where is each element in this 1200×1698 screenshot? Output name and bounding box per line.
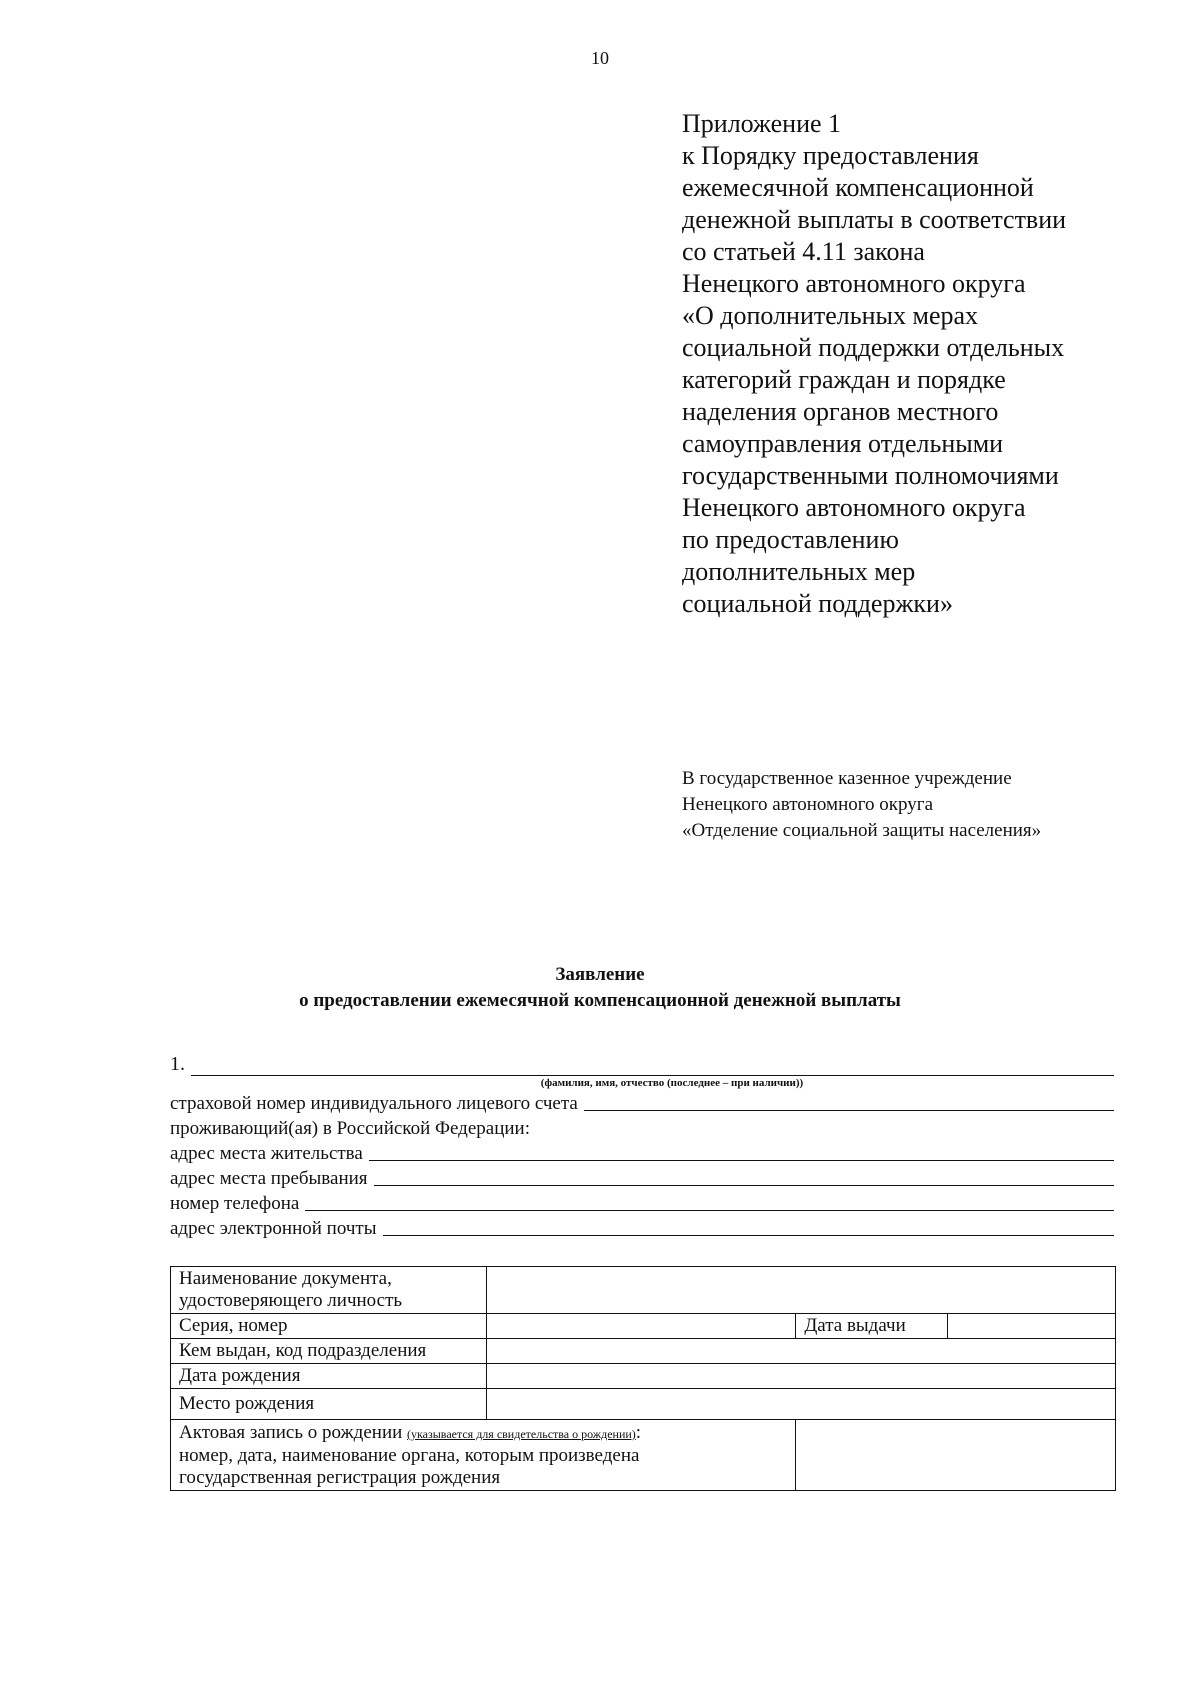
birth-record-colon: :	[635, 1422, 642, 1443]
appendix-line: категорий граждан и порядке	[682, 365, 1006, 394]
full-name-field[interactable]	[191, 1047, 1114, 1076]
addressee-line: Ненецкого автономного округа	[682, 794, 934, 815]
addressee-line: В государственное казенное учреждение	[682, 768, 1012, 789]
residence-row	[170, 1140, 1114, 1165]
email-field[interactable]	[383, 1215, 1115, 1236]
appendix-line: Приложение 1	[682, 109, 842, 138]
residing-label: проживающий(ая) в Российской Федерации:	[170, 1118, 530, 1139]
applicant-form	[170, 1046, 1114, 1240]
email-label: адрес электронной почты	[170, 1218, 377, 1239]
series-label-cell: Серия, номер	[171, 1314, 487, 1339]
birth-record-value-cell[interactable]	[796, 1420, 1116, 1491]
appendix-line: ежемесячной компенсационной	[682, 173, 1034, 202]
statement-title-block	[0, 962, 1200, 1014]
full-name-hint: (фамилия, имя, отчество (последнее – при наличии))	[540, 1077, 804, 1089]
appendix-block	[682, 108, 1182, 620]
snils-label: страховой номер индивидуального лицевого счета	[170, 1093, 578, 1114]
appendix-line: Ненецкого автономного округа	[682, 269, 1026, 298]
issue-date-value-cell[interactable]	[948, 1314, 1116, 1339]
appendix-line: дополнительных мер	[682, 557, 916, 586]
appendix-line: социальной поддержки»	[682, 589, 953, 618]
table-row	[171, 1389, 1116, 1420]
stay-label: адрес места пребывания	[170, 1168, 368, 1189]
appendix-line: к Порядку предоставления	[682, 141, 979, 170]
birth-record-desc-line: государственная регистрация рождения	[179, 1467, 501, 1488]
birth-record-label: Актовая запись о рождении	[179, 1422, 403, 1443]
appendix-line: «О дополнительных мерах	[682, 301, 979, 330]
residence-field[interactable]	[369, 1140, 1114, 1161]
residing-row	[170, 1115, 1114, 1140]
issued-by-value-cell[interactable]	[486, 1339, 1115, 1364]
birth-place-label-cell: Место рождения	[171, 1389, 487, 1420]
phone-row	[170, 1190, 1114, 1215]
identity-document-table	[170, 1266, 1116, 1491]
table-row	[171, 1420, 1116, 1491]
full-name-row	[170, 1046, 1114, 1076]
birth-date-label-cell: Дата рождения	[171, 1364, 487, 1389]
addressee-block	[682, 766, 1182, 844]
doc-name-value-cell[interactable]	[486, 1267, 1115, 1314]
stay-field[interactable]	[374, 1165, 1114, 1186]
page-number: 10	[591, 48, 609, 68]
appendix-line: по предоставлению	[682, 525, 899, 554]
appendix-line: социальной поддержки отдельных	[682, 333, 1065, 362]
birth-place-value-cell[interactable]	[486, 1389, 1115, 1420]
birth-date-value-cell[interactable]	[486, 1364, 1115, 1389]
phone-field[interactable]	[305, 1190, 1114, 1211]
table-row	[171, 1314, 1116, 1339]
table-row	[171, 1339, 1116, 1364]
birth-record-label-cell	[171, 1420, 796, 1491]
statement-subtitle: о предоставлении ежемесячной компенсационной денежной выплаты	[299, 990, 901, 1011]
series-value-cell[interactable]	[486, 1314, 796, 1339]
appendix-line: денежной выплаты в соответствии	[682, 205, 1067, 234]
statement-title: Заявление	[555, 964, 645, 985]
table-row	[171, 1364, 1116, 1389]
appendix-line: наделения органов местного	[682, 397, 999, 426]
stay-row	[170, 1165, 1114, 1190]
birth-record-label-line	[179, 1422, 787, 1445]
appendix-line: самоуправления отдельными	[682, 429, 1004, 458]
issued-by-label-cell: Кем выдан, код подразделения	[171, 1339, 487, 1364]
birth-record-hint: (указывается для свидетельства о рождении)	[407, 1427, 636, 1441]
addressee-line: «Отделение социальной защиты населения»	[682, 820, 1042, 841]
doc-name-label-line: удостоверяющего личность	[179, 1290, 403, 1311]
phone-label: номер телефона	[170, 1193, 300, 1214]
birth-record-desc-line: номер, дата, наименование органа, которым произведена	[179, 1445, 640, 1466]
doc-name-label-cell	[171, 1267, 487, 1314]
appendix-line: со статьей 4.11 закона	[682, 237, 925, 266]
residence-label: адрес места жительства	[170, 1143, 363, 1164]
appendix-line: Ненецкого автономного округа	[682, 493, 1026, 522]
table-row	[171, 1267, 1116, 1314]
item-number: 1.	[170, 1053, 185, 1075]
snils-row	[170, 1090, 1114, 1115]
issue-date-label-cell: Дата выдачи	[796, 1314, 948, 1339]
doc-name-label-line: Наименование документа,	[179, 1268, 392, 1289]
snils-field[interactable]	[584, 1090, 1114, 1111]
email-row	[170, 1215, 1114, 1240]
appendix-line: государственными полномочиями	[682, 461, 1059, 490]
